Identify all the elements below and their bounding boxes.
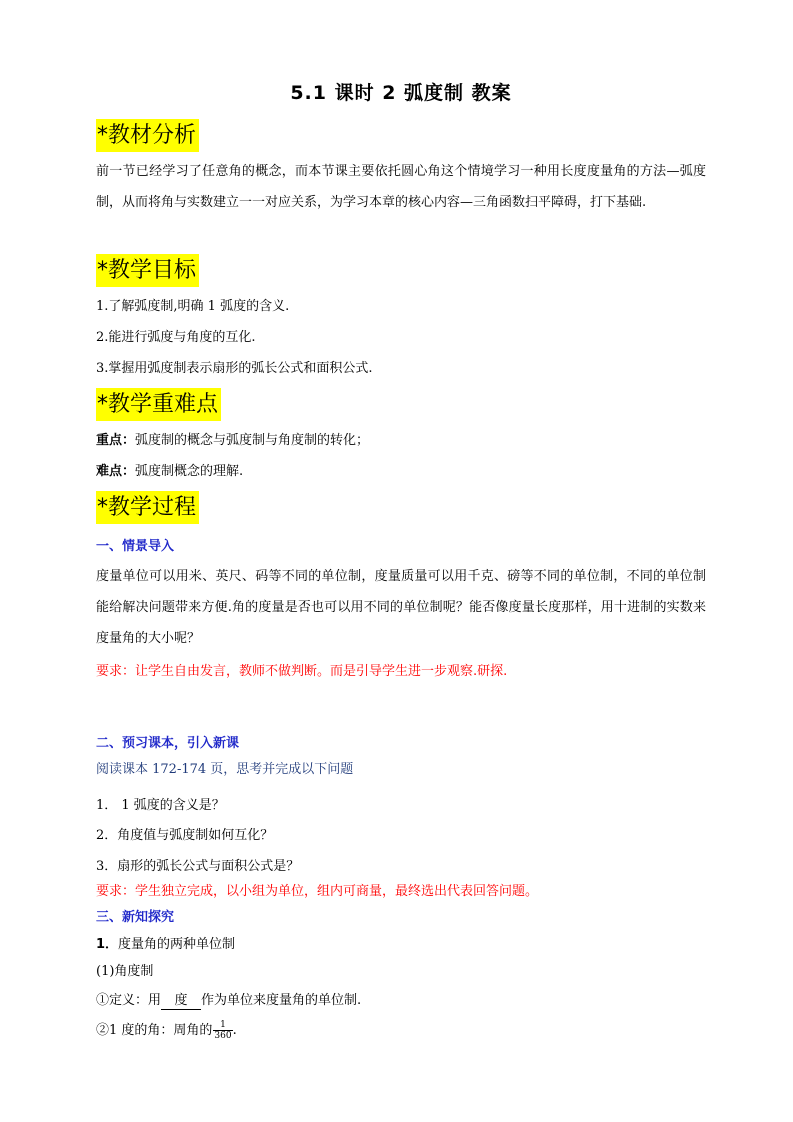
part1-heading: 一、情景导入 bbox=[96, 539, 175, 554]
one-degree-prefix: ②1 度的角：周角的 bbox=[96, 1023, 213, 1038]
part1-paragraph: 度量单位可以用米、英尺、码等不同的单位制，度量质量可以用千克、磅等不同的单位制，不同的单位制能给解决问题带来方便.角的度量是否也可以用不同的单位制呢？能否像度量长度那样，用十进制的实数来度量角的大小呢？ bbox=[96, 569, 706, 646]
part2-question-2: 2．角度值与弧度制如何互化？ bbox=[96, 828, 274, 843]
goal-item-1: 1.了解弧度制,明确 1 弧度的含义. bbox=[96, 299, 290, 314]
section-heading-process: *教学过程 bbox=[96, 491, 199, 524]
definition-prefix: ①定义：用 bbox=[96, 993, 162, 1008]
fraction-denominator: 360 bbox=[214, 1031, 232, 1041]
key-point-text: 弧度制的概念与弧度制与角度制的转化； bbox=[135, 433, 370, 448]
part3-heading: 三、新知探究 bbox=[96, 910, 175, 925]
difficult-point-line bbox=[96, 462, 243, 482]
part3-item-1 bbox=[96, 935, 235, 955]
definition-suffix: 作为单位来度量角的单位制. bbox=[201, 993, 362, 1008]
key-point-label: 重点： bbox=[96, 433, 136, 448]
section-heading-keypoints: *教学重难点 bbox=[96, 388, 221, 421]
fraction-1-360 bbox=[213, 1020, 232, 1041]
part2-heading: 二、预习课本，引入新课 bbox=[96, 736, 240, 751]
one-degree-suffix: . bbox=[232, 1023, 237, 1038]
fraction-numerator: 1 bbox=[213, 1020, 232, 1031]
goal-item-3: 3.掌握用弧度制表示扇形的弧长公式和面积公式. bbox=[96, 361, 373, 376]
difficult-point-text: 弧度制概念的理解. bbox=[135, 464, 244, 479]
goal-item-2: 2.能进行弧度与角度的互化. bbox=[96, 330, 256, 345]
part3-item-1-number: 1． bbox=[96, 937, 119, 952]
part2-requirement: 要求：学生独立完成，以小组为单位，组内可商量，最终选出代表回答问题。 bbox=[96, 884, 539, 899]
section-heading-goals: *教学目标 bbox=[96, 254, 199, 287]
page-title: 5.1 课时 2 弧度制 教案 bbox=[290, 82, 512, 104]
definition-line bbox=[96, 991, 361, 1011]
part1-requirement: 要求：让学生自由发言，教师不做判断。而是引导学生进一步观察.研探. bbox=[96, 664, 508, 679]
analysis-paragraph: 前一节已经学习了任意角的概念，而本节课主要依托圆心角这个情境学习一种用长度度量角的方法—弧度制，从而将角与实数建立一一对应关系，为学习本章的核心内容—三角函数扫平障碍，打下基础. bbox=[96, 164, 706, 210]
part2-question-1: 1． 1 弧度的含义是？ bbox=[96, 798, 225, 813]
part3-item-1-text: 度量角的两种单位制 bbox=[118, 937, 236, 952]
part3-sub-1: (1)角度制 bbox=[96, 964, 154, 979]
part2-question-3: 3．扇形的弧长公式与面积公式是？ bbox=[96, 859, 300, 874]
definition-blank: 度 bbox=[161, 993, 201, 1010]
difficult-point-label: 难点： bbox=[96, 464, 136, 479]
part2-intro: 阅读课本 172-174 页，思考并完成以下问题 bbox=[96, 762, 354, 777]
key-point-line bbox=[96, 431, 369, 451]
one-degree-line bbox=[96, 1020, 237, 1041]
section-heading-analysis: *教材分析 bbox=[96, 119, 199, 152]
